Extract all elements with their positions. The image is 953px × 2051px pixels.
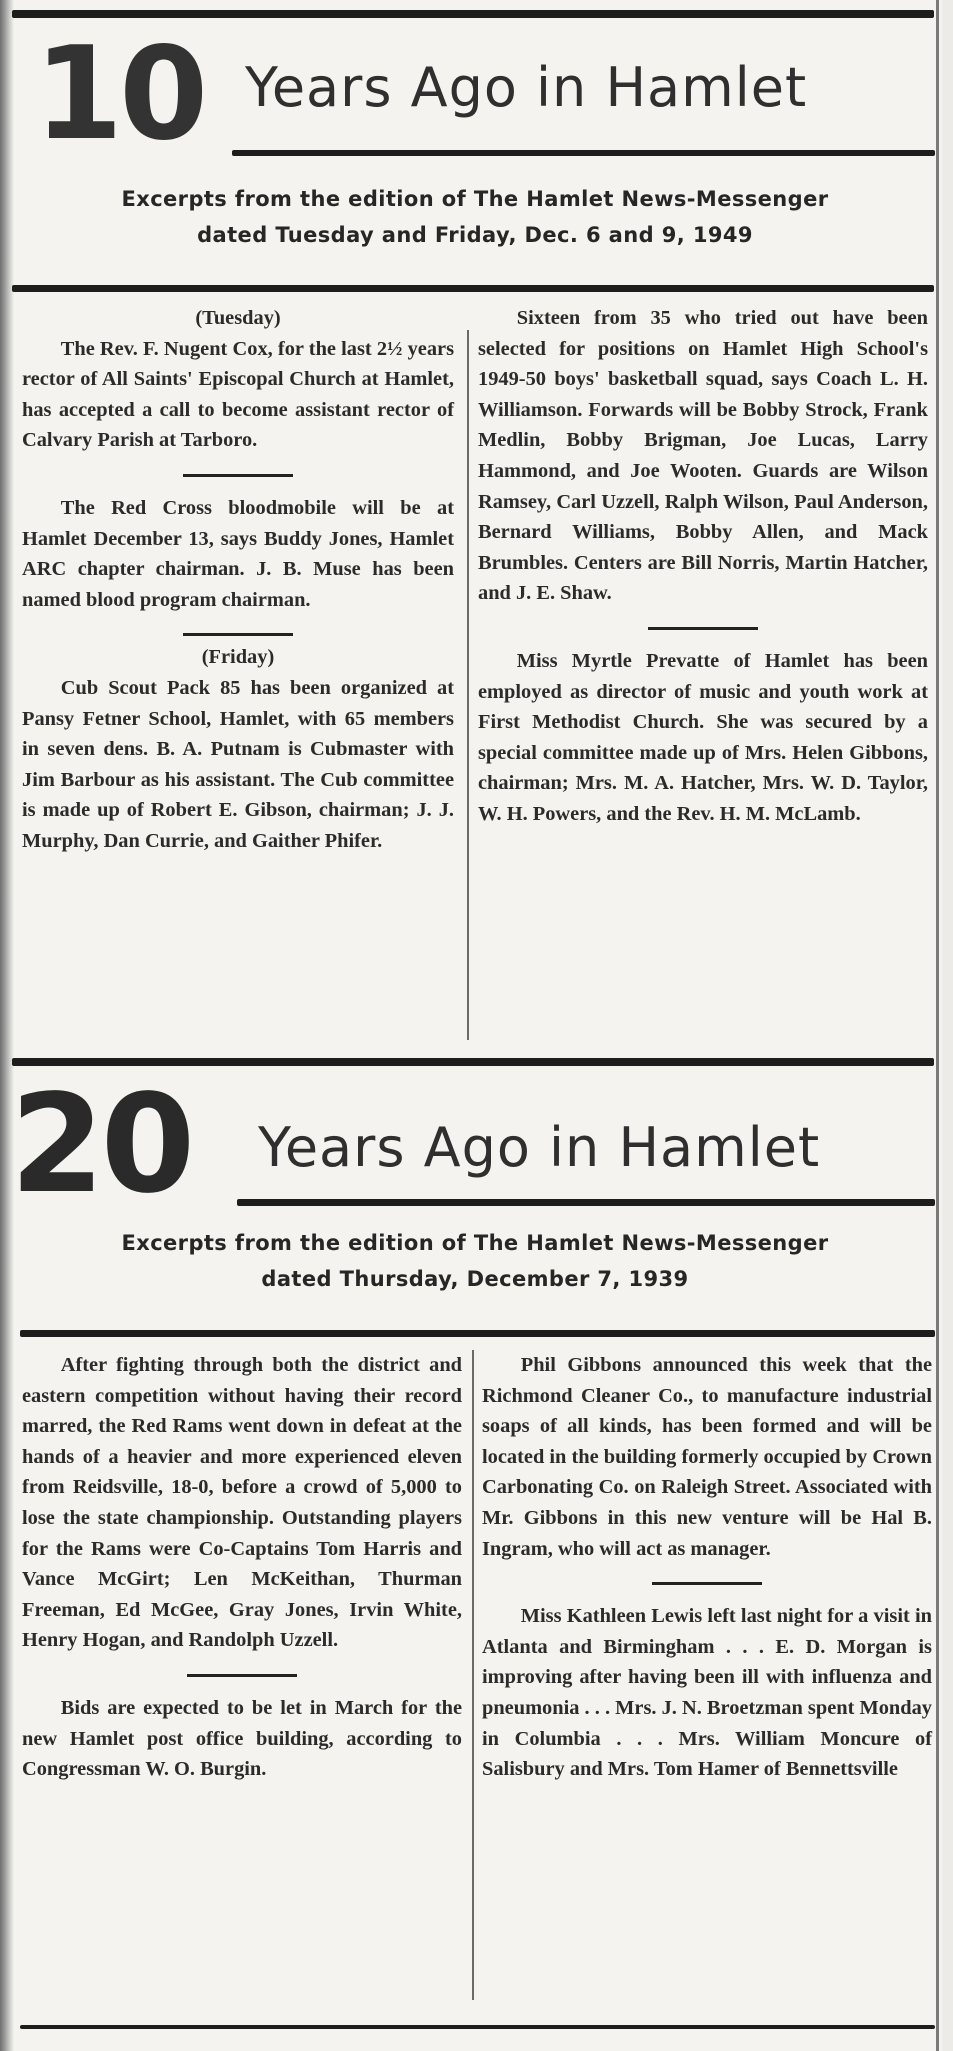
right-column-1949: [478, 303, 928, 830]
item-divider: [183, 474, 293, 477]
tuesday-heading: (Tuesday): [195, 307, 281, 329]
section-rule: [12, 285, 934, 292]
big-number-10: 10: [34, 20, 205, 169]
headline-years-ago: Years Ago in Hamlet: [258, 1116, 821, 1179]
item-divider: [187, 1674, 297, 1677]
column-separator: [467, 330, 469, 1040]
right-column-1939: [482, 1350, 932, 1785]
headline-years-ago: Years Ago in Hamlet: [245, 56, 808, 119]
news-item-prevatte: Miss Myrtle Prevatte of Hamlet has been employed as director of music and youth work at First Methodist Church. She was secured by a special committee made up of Mrs. Helen Gibbons, chairman; Mrs. M. A. Hatcher, Mrs. W. D. Taylor, W. H. Powers, and the Rev. H. M. McLamb.: [478, 649, 928, 825]
news-item-basketball: Sixteen from 35 who tried out have been selected for positions on Hamlet High School's 1949-50 boys' basketball squad, says Coach L. H. Williamson. Forwards will be Bobby Strock, Frank Medlin, Bobby Brigman, Joe Lucas, Larry Hammond, and Joe Wooten. Guards are Wilson Ramsey, Carl Uzzell, Ralph Wilson, Paul Anderson, Bernard Williams, Bobby Allen, and Mack Brumbles. Centers are Bill Norris, Martin Hatcher, and J. E. Shaw.: [478, 307, 928, 605]
news-item-post-office: Bids are expected to be let in March for the new Hamlet post office building, according to Congressman W. O. Burgin.: [22, 1696, 462, 1781]
item-divider: [183, 633, 293, 636]
section-bottom-rule: [20, 2025, 935, 2029]
news-item-red-rams: After fighting through both the district and eastern competition without having their record marred, the Red Rams went down in defeat at the hands of a heavier and more experienced eleven from Reidsville, 18-0, before a crowd of 5,000 to lose the state championship. Outstanding players for the Rams were Co-Captains Tom Harris and Vance McGirt; Len McKeithan, Thurman Freeman, Ed McGee, Gray Jones, Irvin White, Henry Hogan, and Randolph Uzzell.: [22, 1354, 462, 1652]
headline-underline: [237, 1199, 935, 1206]
subhead-line-2: dated Thursday, December 7, 1939: [261, 1267, 689, 1291]
column-gutter-rule: [936, 0, 939, 2051]
column-separator: [472, 1350, 474, 2000]
news-item-rev-cox: The Rev. F. Nugent Cox, for the last 2½ years rector of All Saints' Episcopal Church at Hamlet, has accepted a call to become assistant rector of Calvary Parish at Tarboro.: [22, 337, 454, 452]
page-left-edge-shadow: [0, 0, 14, 2051]
subhead-excerpts-1939: [14, 1225, 936, 1297]
top-rule: [12, 10, 934, 18]
headline-underline: [232, 150, 935, 156]
adjacent-column-bleed: [942, 0, 953, 2051]
subhead-excerpts-1949: [14, 181, 936, 253]
big-number-20: 20: [10, 1066, 192, 1224]
item-divider: [648, 627, 758, 630]
left-column-1949: [22, 303, 454, 857]
subhead-line-1: Excerpts from the edition of The Hamlet News-Messenger: [121, 187, 829, 211]
section-bottom-rule: [12, 1058, 934, 1066]
section-rule: [20, 1330, 935, 1337]
news-item-bloodmobile: The Red Cross bloodmobile will be at Hamlet December 13, says Buddy Jones, Hamlet ARC chapter chairman. J. B. Muse has been named blood program chairman.: [22, 496, 454, 611]
item-divider: [652, 1582, 762, 1585]
subhead-line-2: dated Tuesday and Friday, Dec. 6 and 9, 1949: [197, 223, 753, 247]
left-column-1939: [22, 1350, 462, 1785]
news-item-cub-scouts: Cub Scout Pack 85 has been organized at Pansy Fetner School, Hamlet, with 65 members in seven dens. B. A. Putnam is Cubmaster with Jim Barbour as his assistant. The Cub committee is made up of Robert E. Gibson, chairman; J. J. Murphy, Dan Currie, and Gaither Phifer.: [22, 676, 454, 852]
subhead-line-1: Excerpts from the edition of The Hamlet News-Messenger: [121, 1231, 829, 1255]
friday-heading: (Friday): [201, 646, 275, 669]
news-item-richmond-cleaner: Phil Gibbons announced this week that the Richmond Cleaner Co., to manufacture industrial soaps of all kinds, has been formed and will be located in the building formerly occupied by Crown Carbonating Co. on Raleigh Street. Associated with Mr. Gibbons in this new venture will be Hal B. Ingram, who will act as manager.: [482, 1354, 932, 1560]
news-item-social-notes: Miss Kathleen Lewis left last night for a visit in Atlanta and Birmingham . . . E. D. Morgan is improving after having been ill with influenza and pneumonia . . . Mrs. J. N. Broetzman spent Monday in Columbia . . . Mrs. William Moncure of Salisbury and Mrs. Tom Hamer of Bennettsville: [482, 1605, 932, 1781]
